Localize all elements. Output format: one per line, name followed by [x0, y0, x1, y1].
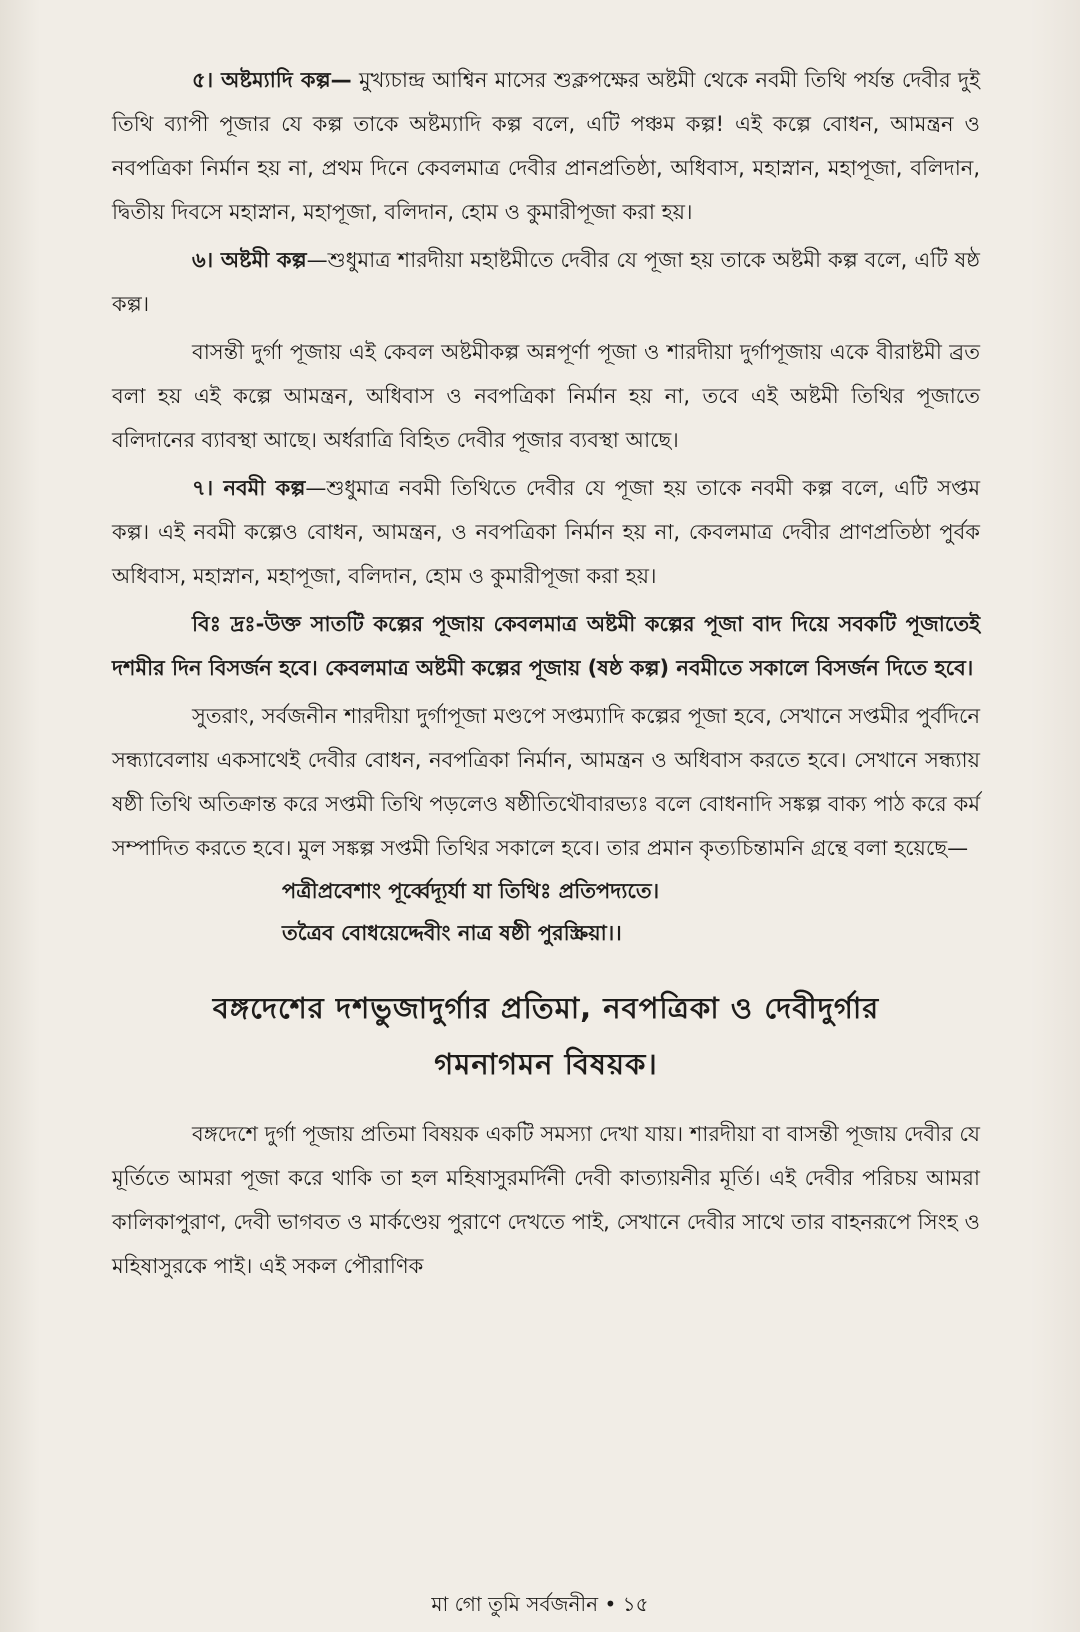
section-heading — [112, 980, 980, 1092]
paragraph-text: —শুধুমাত্র শারদীয়া মহাষ্টমীতে দেবীর যে পূজা হয় তাকে অষ্টমী কল্প বলে, এটি ষষ্ঠ কল্প। — [112, 248, 980, 316]
paragraph-pratima: বঙ্গদেশে দুর্গা পূজায় প্রতিমা বিষয়ক একটি সমস্যা দেখা যায়। শারদীয়া বা বাসন্তী পূজায় দেবীর যে মূর্তিতে আমরা পূজা করে থাকি তা হল মহিষাসুরমর্দিনী দেবী কাত্যায়নীর মূর্তি। এই দেবীর পরিচয় আমরা কালিকাপুরাণ, দেবী ভাগবত ও মার্কণ্ডেয় পুরাণে দেখতে পাই, সেখানে দেবীর সাথে তার বাহনরূপে সিংহ ও মহিষাসুরকে পাই। এই সকল পৌরাণিক — [112, 1122, 980, 1278]
paragraph-ashtamyadi-kalpa — [112, 58, 980, 234]
paragraph-text: —শুধুমাত্র নবমী তিথিতে দেবীর যে পূজা হয় তাকে নবমী কল্প বলে, এটি সপ্তম কল্প। এই নবমী কল্পেও বোধন, আমন্ত্রন, ও নবপত্রিকা নির্মান হয় না, কেবলমাত্র দেবীর প্রাণপ্রতিষ্ঠা পুর্বক অধিবাস, মহাস্নান, মহাপূজা, বলিদান, হোম ও কুমারীপূজা করা হয়। — [112, 476, 980, 588]
paragraph-navami-kalpa — [112, 466, 980, 598]
shloka-line-1: পত্রীপ্রবেশাং পূর্ব্বেদ্যূর্যা যা তিথিঃ প্রতিপদ্যতে। — [282, 879, 660, 903]
heading-line-2: গমনাগমন বিষয়ক। — [434, 1047, 658, 1081]
special-note: বিঃ দ্রঃ-উক্ত সাতটি কল্পের পূজায় কেবলমাত্র অষ্টমী কল্পের পূজা বাদ দিয়ে সবকটি পূজাতেই দশমীর দিন বিসর্জন হবে। কেবলমাত্র অষ্টমী কল্পের পূজায় (ষষ্ঠ কল্প) নবমীতে সকালে বিসর্জন দিতে হবে। — [112, 612, 980, 680]
heading-line-1: বঙ্গদেশের দশভুজাদুর্গার প্রতিমা, নবপত্রিকা ও দেবীদুর্গার — [212, 991, 880, 1025]
paragraph-label: ৭। নবমী কল্প — [192, 476, 306, 500]
paragraph-label: ৫। অষ্টম্যাদি কল্প— — [192, 68, 352, 92]
shloka-line-2: তত্রৈব বোধয়েদ্দেবীং নাত্র ষষ্ঠী পুরস্ক্রিয়া।। — [282, 921, 622, 945]
paragraph-basanti-note: বাসন্তী দুর্গা পূজায় এই কেবল অষ্টমীকল্প অন্নপূর্ণা পূজা ও শারদীয়া দুর্গাপূজায় একে বীরাষ্টমী ব্রত বলা হয় এই কল্পে আমন্ত্রন, অধিবাস ও নবপত্রিকা নির্মান হয় না, তবে এই অষ্টমী তিথির পূজাতে বলিদানের ব্যাবস্থা আছে। অর্ধরাত্রি বিহিত দেবীর পূজার ব্যবস্থা আছে। — [112, 340, 980, 452]
paragraph-conclusion: সুতরাং, সর্বজনীন শারদীয়া দুর্গাপূজা মণ্ডপে সপ্তম্যাদি কল্পের পূজা হবে, সেখানে সপ্তমীর পুর্বদিনে সন্ধ্যাবেলায় একসাথেই দেবীর বোধন, নবপত্রিকা নির্মান, আমন্ত্রন ও অধিবাস করতে হবে। সেখানে সন্ধ্যায় ষষ্ঠী তিথি অতিক্রান্ত করে সপ্তমী তিথি পড়লেও ষষ্ঠীতিথৌবারভ্যঃ বলে বোধনাদি সঙ্কল্প বাক্য পাঠ করে কর্ম সম্পাদিত করতে হবে। মুল সঙ্কল্প সপ্তমী তিথির সকালে হবে। তার প্রমান কৃত্যচিন্তামনি গ্রন্থে বলা হয়েছে— — [112, 704, 980, 860]
page-footer: মা গো তুমি সর্বজনীন • ১৫ — [431, 1592, 649, 1616]
paragraph-ashtami-kalpa — [112, 238, 980, 326]
paragraph-text: মুখ্যচান্দ্র আশ্বিন মাসের শুক্লপক্ষের অষ্টমী থেকে নবমী তিথি পর্যন্ত দেবীর দুই তিথি ব্যাপী পূজার যে কল্প তাকে অষ্টম্যাদি কল্প বলে, এটি পঞ্চম কল্প! এই কল্পে বোধন, আমন্ত্রন ও নবপত্রিকা নির্মান হয় না, প্রথম দিনে কেবলমাত্র দেবীর প্রানপ্রতিষ্ঠা, অধিবাস, মহাস্নান, মহাপূজা, বলিদান, দ্বিতীয় দিবসে মহাস্নান, মহাপূজা, বলিদান, হোম ও কুমারীপূজা করা হয়। — [112, 68, 980, 224]
paragraph-label: ৬। অষ্টমী কল্প — [192, 248, 307, 272]
